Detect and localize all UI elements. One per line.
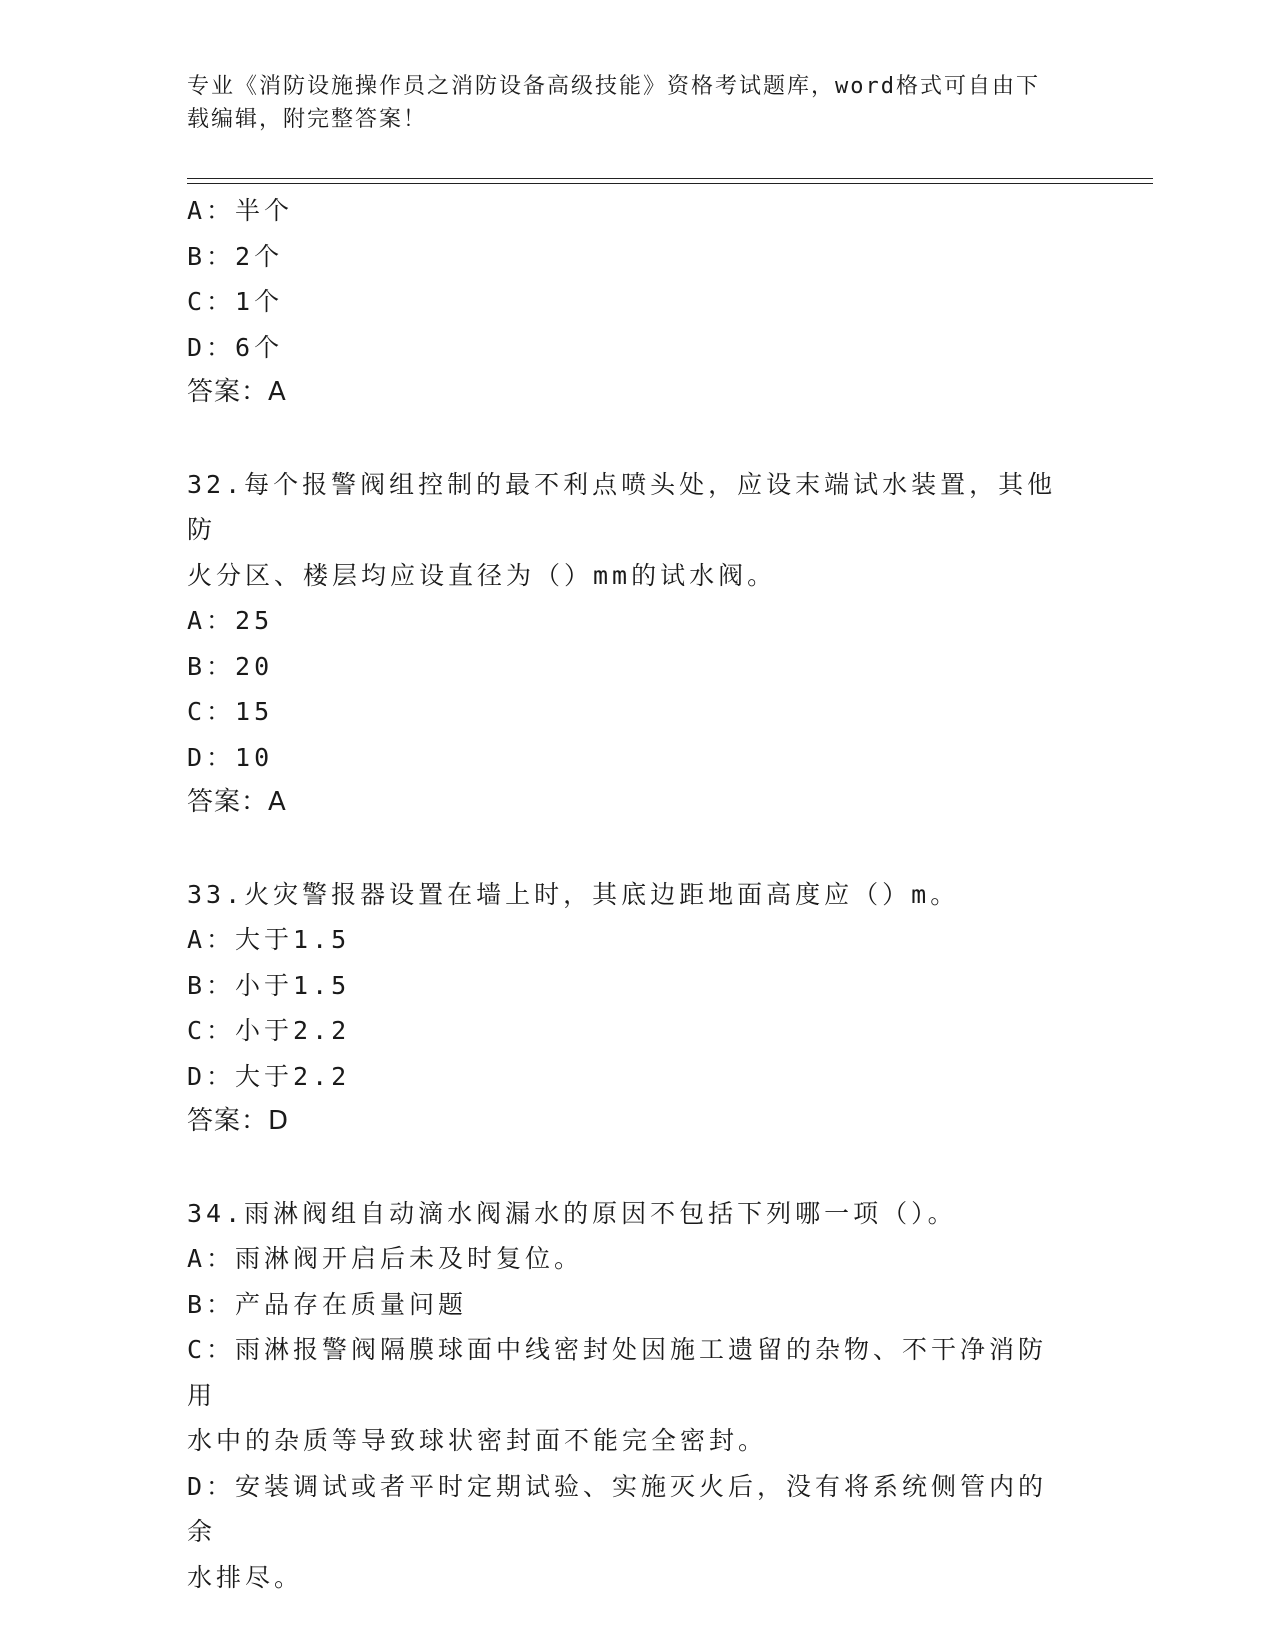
header-line-2: 载编辑，附完整答案！: [187, 107, 428, 132]
question-stem-continued: 火分区、楼层均应设直径为（）mm的试水阀。: [187, 560, 777, 590]
option-c-continued: 水中的杂质等导致球状密封面不能完全密封。: [187, 1426, 768, 1455]
option-d-continued: 水排尽。: [187, 1562, 304, 1592]
document-header: [187, 70, 1067, 136]
question-34: [187, 1191, 1067, 1601]
header-divider-bottom: [187, 183, 1153, 184]
option-d: D：6个: [187, 332, 284, 362]
option-a: A：25: [187, 606, 274, 635]
spacer: [187, 1145, 1067, 1191]
option-a: A：大于1.5: [187, 925, 351, 954]
header-divider-top: [187, 178, 1153, 179]
answer-line: 答案：D: [187, 1106, 290, 1136]
option-a: A：雨淋阀开启后未及时复位。: [187, 1244, 584, 1273]
question-stem: 32.每个报警阀组控制的最不利点喷头处，应设末端试水装置，其他防: [187, 469, 1057, 544]
option-b: B：产品存在质量问题: [187, 1289, 468, 1319]
option-c: C：小于2.2: [187, 1016, 351, 1045]
header-line-1: 专业《消防设施操作员之消防设备高级技能》资格考试题库，word格式可自由下: [187, 74, 1040, 99]
question-stem: 33.火灾警报器设置在墙上时，其底边距地面高度应（）m。: [187, 879, 960, 909]
question-stem: 34.雨淋阀组自动滴水阀漏水的原因不包括下列哪一项（）。: [187, 1198, 957, 1228]
option-b: B：小于1.5: [187, 970, 351, 1000]
option-a: A：半个: [187, 196, 294, 225]
option-d: D：安装调试或者平时定期试验、实施灭火后，没有将系统侧管内的余: [187, 1471, 1048, 1546]
option-c: C：雨淋报警阀隔膜球面中线密封处因施工遗留的杂物、不干净消防用: [187, 1335, 1048, 1410]
question-31: [187, 188, 1067, 416]
answer-line: 答案：A: [187, 377, 287, 407]
option-b: B：2个: [187, 241, 284, 271]
option-d: D：10: [187, 742, 274, 772]
question-list: [187, 188, 1067, 1600]
option-d: D：大于2.2: [187, 1061, 351, 1091]
option-c: C：15: [187, 697, 274, 726]
answer-line: 答案：A: [187, 787, 287, 817]
question-33: [187, 872, 1067, 1145]
option-c: C：1个: [187, 287, 284, 316]
spacer: [187, 826, 1067, 872]
option-b: B：20: [187, 651, 274, 681]
question-32: [187, 462, 1067, 826]
spacer: [187, 416, 1067, 462]
